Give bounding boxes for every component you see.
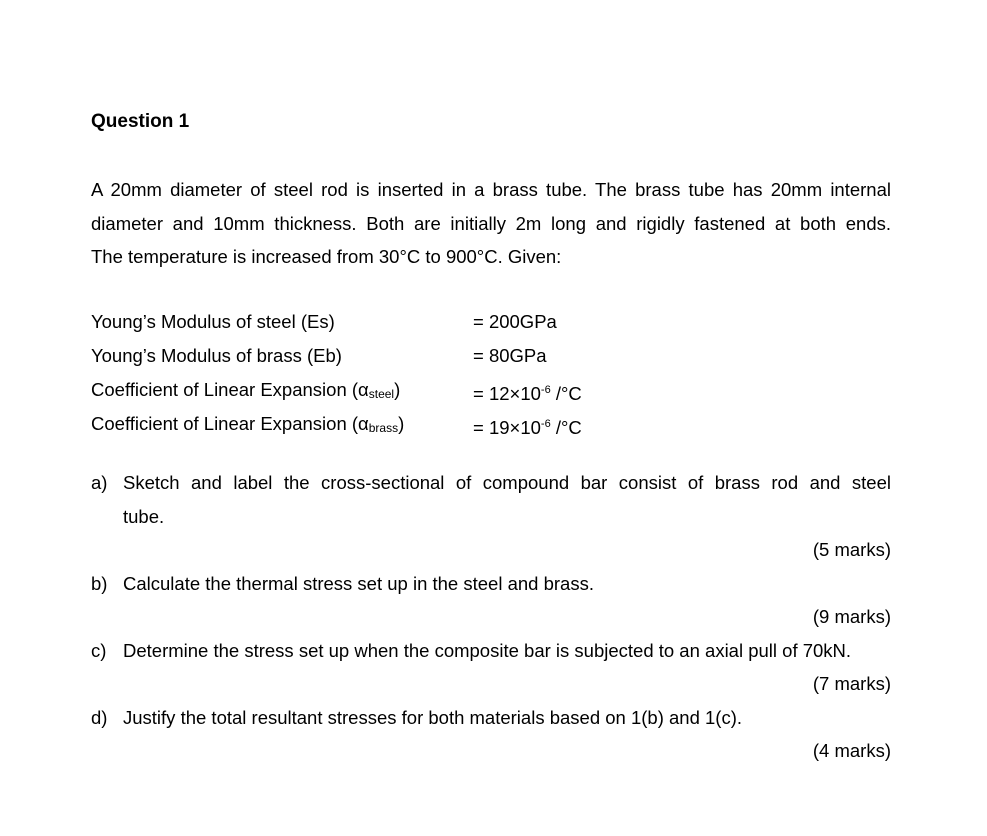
sub-question-letter: d) (91, 706, 108, 728)
property-value (473, 409, 582, 443)
property-label (91, 375, 400, 409)
marks-label: (4 marks) (812, 740, 891, 761)
value-text: = 19×10 (473, 417, 541, 438)
sub-question-letter: c) (91, 639, 107, 661)
question-intro (91, 173, 891, 274)
label-text: ) (398, 413, 405, 434)
property-row-alpha-brass (91, 409, 651, 443)
value-superscript: -6 (540, 418, 551, 430)
sub-question-c (91, 634, 891, 701)
label-text: ) (394, 379, 401, 400)
value-text: = 12×10 (473, 383, 541, 404)
property-row-alpha-steel (91, 375, 651, 409)
sub-question-text (123, 701, 891, 735)
property-row-es (91, 307, 651, 341)
intro-line: A 20mm diameter of steel rod is inserted in a brass tube. The brass tube has 20mm internal (91, 179, 891, 200)
label-text: Coefficient of Linear Expansion (α (91, 413, 369, 434)
marks-label: (7 marks) (812, 673, 891, 694)
sub-question-line: Sketch and label the cross-sectional of compound bar consist of brass rod and steel (123, 472, 891, 493)
sub-question-line: tube. (123, 505, 165, 527)
sub-question-line: Determine the stress set up when the composite bar is subjected to an axial pull of 70kN. (123, 639, 852, 661)
marks-label: (5 marks) (812, 539, 891, 560)
property-value (473, 375, 582, 409)
sub-question-text (123, 567, 891, 601)
property-value: = 80GPa (473, 345, 547, 366)
property-row-eb (91, 341, 651, 375)
marks-label: (9 marks) (812, 606, 891, 627)
sub-question-text (123, 634, 891, 668)
value-unit: /°C (550, 417, 582, 438)
sub-question-b (91, 567, 891, 634)
value-superscript: -6 (540, 384, 551, 396)
sub-question-a (91, 466, 891, 567)
label-subscript: steel (368, 387, 395, 401)
question-heading: Question 1 (91, 111, 190, 132)
intro-line: diameter and 10mm thickness. Both are initially 2m long and rigidly fastened at both ends. (91, 212, 891, 234)
sub-questions (91, 466, 891, 768)
property-label: Young’s Modulus of brass (Eb) (91, 345, 342, 366)
given-properties (91, 307, 651, 443)
label-subscript: brass (368, 421, 399, 435)
sub-question-letter: a) (91, 472, 108, 493)
sub-question-line: Justify the total resultant stresses for both materials based on 1(b) and 1(c). (123, 706, 743, 728)
property-label: Young’s Modulus of steel (Es) (91, 311, 335, 332)
intro-line: The temperature is increased from 30°C to 900°C. Given: (91, 246, 562, 267)
sub-question-d (91, 701, 891, 768)
label-text: Coefficient of Linear Expansion (α (91, 379, 369, 400)
sub-question-letter: b) (91, 572, 108, 594)
sub-question-text (123, 466, 891, 533)
value-unit: /°C (550, 383, 582, 404)
sub-question-line: Calculate the thermal stress set up in the steel and brass. (123, 572, 594, 594)
property-label (91, 409, 404, 443)
property-value: = 200GPa (473, 311, 557, 332)
